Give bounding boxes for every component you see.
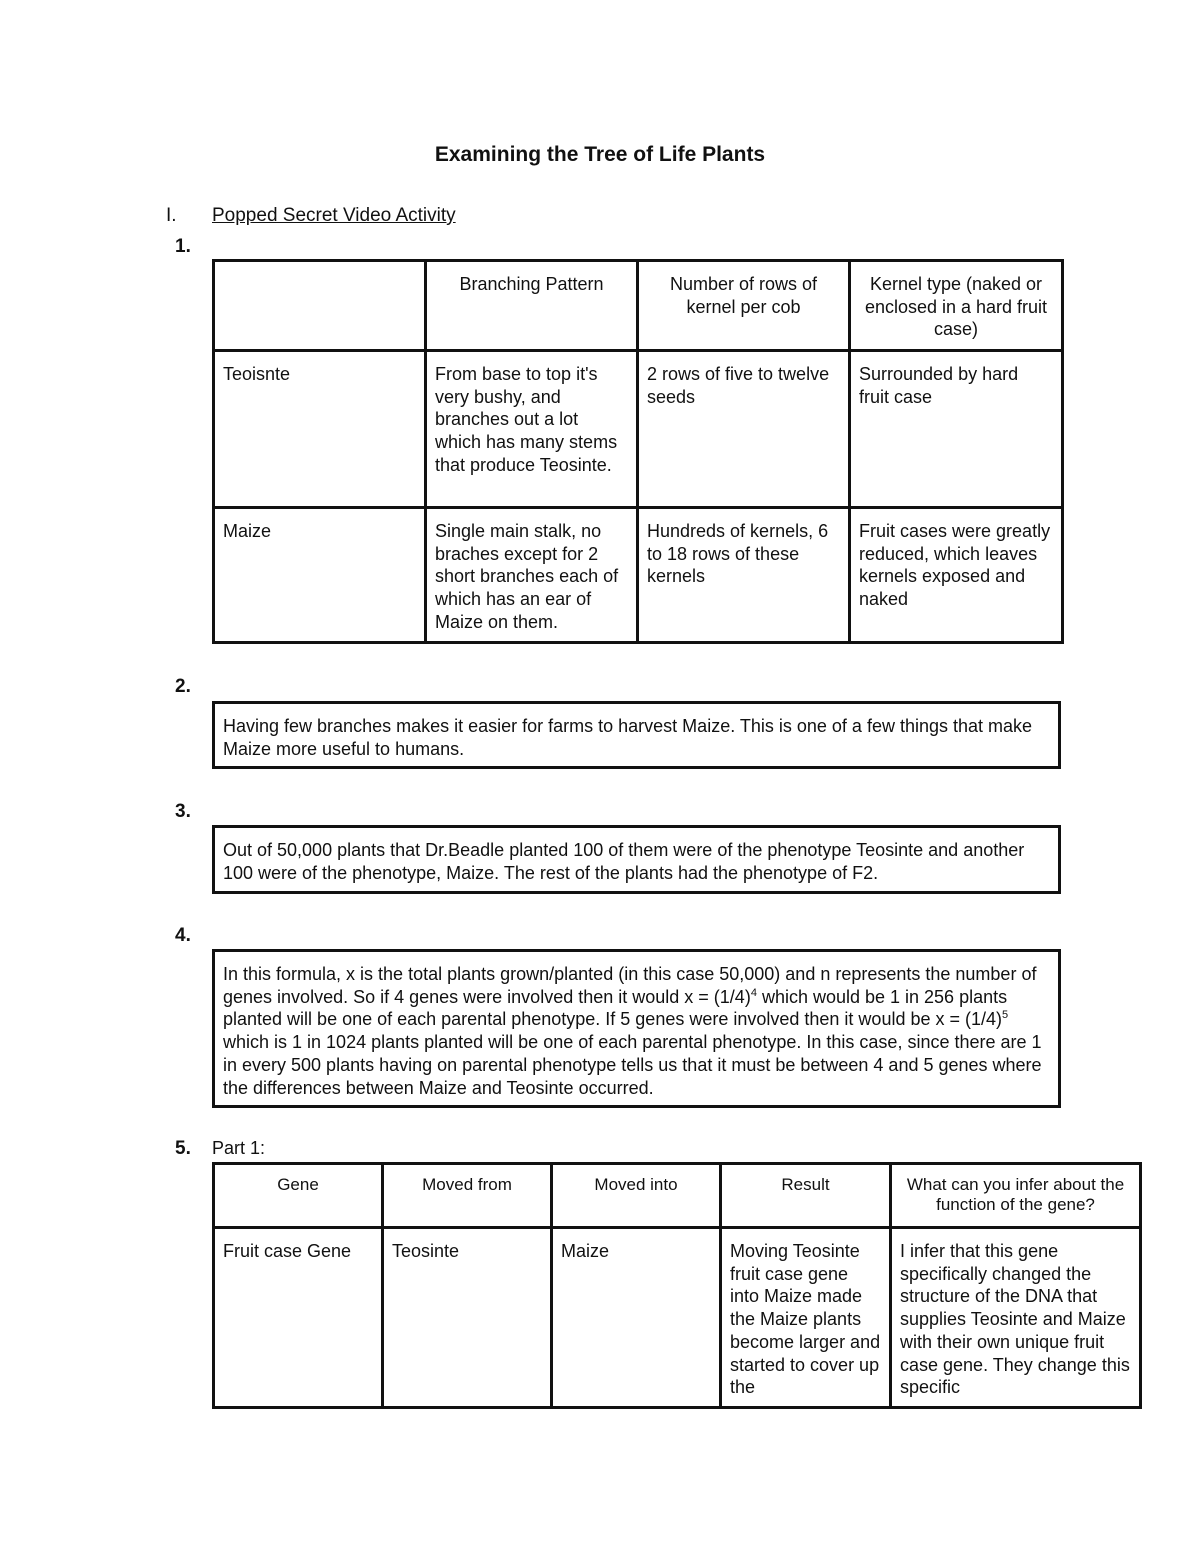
exponent: 4 <box>750 986 757 999</box>
row-name-cell: Maize <box>214 508 426 643</box>
inference-cell: I infer that this gene specifically changed the structure of the DNA that supplies Teosinte and Maize with their own unique fruit case gene. They change this specific <box>891 1228 1141 1408</box>
header-cell-empty <box>214 261 426 351</box>
section-numeral: I. <box>166 205 177 226</box>
answer-text-part: which is 1 in 1024 plants planted will be one of each parental phenotype. In this case, since there are 1 in every 500 plants having on parental phenotype tells us that it must be between 4 and 5 genes where the differences between Maize and Teosinte occurred. <box>223 1032 1042 1098</box>
branching-cell: From base to top it's very bushy, and branches out a lot which has many stems that produce Teosinte. <box>426 351 638 508</box>
header-rows-of-kernel: Number of rows of kernel per cob <box>638 261 850 351</box>
question-2-number: 2. <box>175 676 191 697</box>
rows-of-kernel-cell: 2 rows of five to twelve seeds <box>638 351 850 508</box>
question-5-number: 5. <box>175 1138 191 1159</box>
question-3-answer: Out of 50,000 plants that Dr.Beadle planted 100 of them were of the phenotype Teosinte and another 100 were of the phenotype, Maize. The rest of the plants had the phenotype of F2. <box>212 825 1061 894</box>
header-branching-pattern: Branching Pattern <box>426 261 638 351</box>
table-header-row <box>214 1164 1141 1228</box>
row-name-cell: Teoisnte <box>214 351 426 508</box>
kernel-type-cell: Fruit cases were greatly reduced, which leaves kernels exposed and naked <box>850 508 1063 643</box>
question-2-answer: Having few branches makes it easier for farms to harvest Maize. This is one of a few things that make Maize more useful to humans. <box>212 701 1061 769</box>
header-moved-into: Moved into <box>552 1164 721 1228</box>
exponent: 5 <box>1002 1009 1009 1022</box>
question-4-answer <box>212 949 1061 1108</box>
header-result: Result <box>721 1164 891 1228</box>
gene-table <box>212 1162 1142 1409</box>
answer-text-part: In this formula, x is the total plants grown/planted (in this case 50,000) and n represents the number of genes involved. So if 4 genes were involved then it would x = (1/4) <box>223 964 1037 1007</box>
table-row <box>214 1228 1141 1408</box>
answer-text-part: which would be 1 in 256 plants planted will be one of each parental phenotype. If 5 genes were involved then it would be x = (1/4) <box>223 986 1008 1030</box>
table-row <box>214 508 1063 643</box>
rows-of-kernel-cell: Hundreds of kernels, 6 to 18 rows of these kernels <box>638 508 850 643</box>
table-header-row <box>214 261 1063 351</box>
section-title: Popped Secret Video Activity <box>212 205 456 226</box>
page-title: Examining the Tree of Life Plants <box>434 143 766 166</box>
kernel-type-cell: Surrounded by hard fruit case <box>850 351 1063 508</box>
moved-into-cell: Maize <box>552 1228 721 1408</box>
header-inference: What can you infer about the function of the gene? <box>891 1164 1141 1228</box>
header-moved-from: Moved from <box>383 1164 552 1228</box>
question-3-number: 3. <box>175 801 191 822</box>
header-kernel-type: Kernel type (naked or enclosed in a hard fruit case) <box>850 261 1063 351</box>
branching-cell: Single main stalk, no braches except for 2 short branches each of which has an ear of Maize on them. <box>426 508 638 643</box>
table-row <box>214 351 1063 508</box>
result-cell: Moving Teosinte fruit case gene into Maize made the Maize plants become larger and started to cover up the <box>721 1228 891 1408</box>
header-gene: Gene <box>214 1164 383 1228</box>
question-4-number: 4. <box>175 925 191 946</box>
question-1-number: 1. <box>175 236 191 257</box>
moved-from-cell: Teosinte <box>383 1228 552 1408</box>
part-label: Part 1: <box>212 1138 266 1158</box>
comparison-table <box>212 259 1064 644</box>
gene-cell: Fruit case Gene <box>214 1228 383 1408</box>
